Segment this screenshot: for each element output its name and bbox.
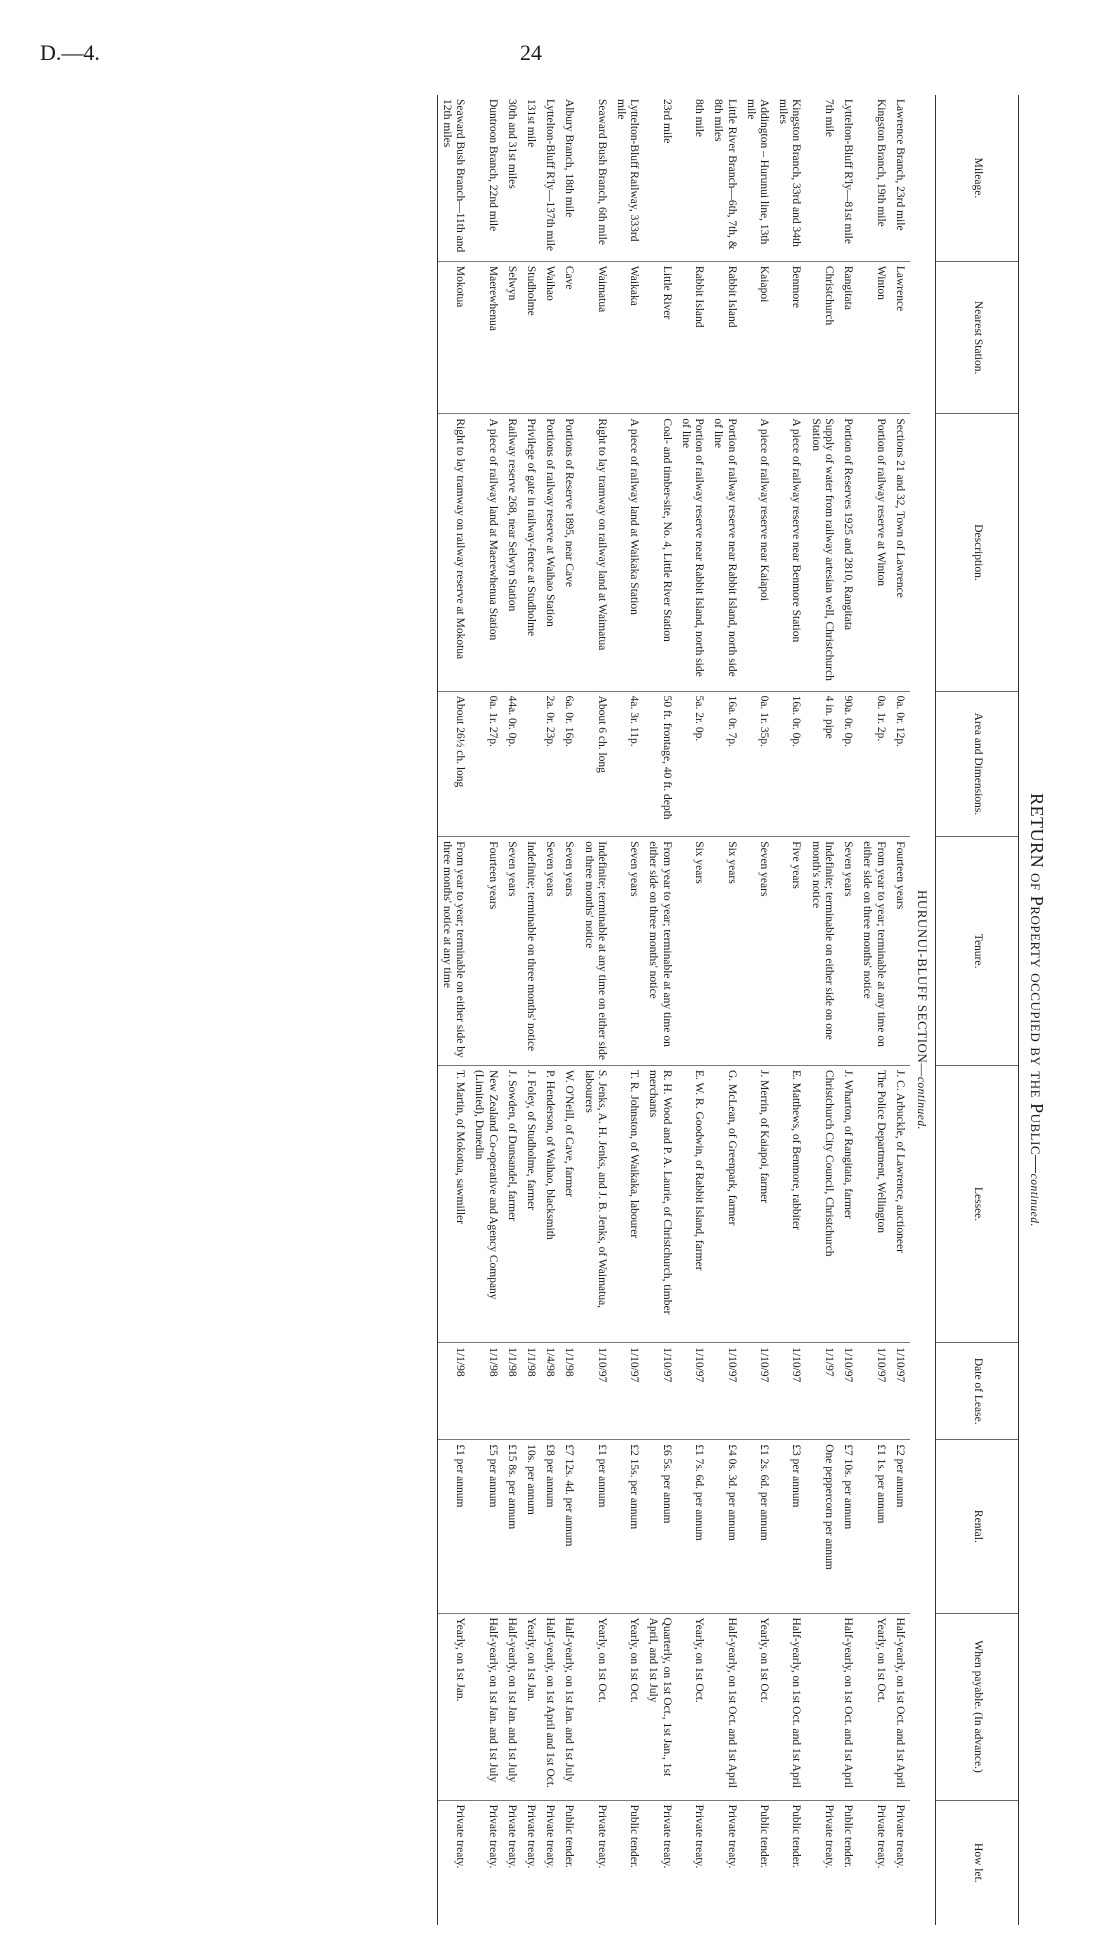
property-table xyxy=(437,95,1019,1925)
how-let-cell: Private treaty. xyxy=(644,1800,676,1925)
rental-cell: £5 per annum xyxy=(470,1440,502,1613)
table-row xyxy=(839,95,858,1925)
mileage-cell: 30th and 31st miles xyxy=(505,99,518,189)
station-cell: Waimatua xyxy=(579,261,611,414)
rental-cell: £2 15s. per annum xyxy=(612,1440,644,1613)
station-cell: Maerewhenua xyxy=(470,261,502,414)
how-let-cell: Private treaty. xyxy=(522,1800,541,1925)
tenure-cell: Seven years xyxy=(839,837,858,1066)
table-row xyxy=(541,95,560,1925)
description-cell: Portion of railway reserve at Winton xyxy=(858,414,890,691)
table-row xyxy=(503,95,522,1925)
table-row xyxy=(560,95,579,1925)
lessee-cell: J. Foley, of Studholme, farmer xyxy=(522,1065,541,1342)
payable-cell: Yearly, on 1st Jan. xyxy=(522,1613,541,1800)
description-cell: Right to lay tramway on railway land at Waimatua xyxy=(579,414,611,691)
mileage-cell: Lyttelton-Bluff R'ly—137th mile xyxy=(544,99,557,251)
mileage-cell: Seaward Bush Branch—11th and 12th miles xyxy=(437,95,470,261)
station-cell: Rangitata xyxy=(839,261,858,414)
description-cell: Railway reserve 268, near Selwyn Station xyxy=(503,414,522,691)
date-cell: 1/10/97 xyxy=(709,1343,741,1440)
mileage-cell: 131st mile xyxy=(524,99,537,148)
rental-cell: £15 8s. per annum xyxy=(503,1440,522,1613)
mileage-cell: Albury Branch, 18th mile xyxy=(563,99,576,218)
table-row xyxy=(677,95,709,1925)
payable-cell: Half-yearly, on 1st April and 1st Oct. xyxy=(541,1613,560,1800)
rental-cell: £1 per annum xyxy=(437,1440,470,1613)
date-cell: 1/1/98 xyxy=(437,1343,470,1440)
lessee-cell: E. Matthews, of Benmore, rabbiter xyxy=(774,1065,806,1342)
how-let-cell: Private treaty. xyxy=(891,1800,910,1925)
how-let-cell: Private treaty. xyxy=(437,1800,470,1925)
area-cell: 16a. 0r. 7p. xyxy=(709,691,741,837)
description-cell: Portion of Reserves 1925 and 2810, Rangitata xyxy=(839,414,858,691)
header-lessee: Lessee. xyxy=(936,1065,1019,1342)
tenure-cell: Fourteen years xyxy=(891,837,910,1066)
rental-cell: £7 12s. 4d. per annum xyxy=(560,1440,579,1613)
tenure-cell: Indefinite; terminable on either side on one month's notice xyxy=(806,837,838,1066)
station-cell: Studholme xyxy=(522,261,541,414)
mileage-cell: Kingston Branch, 33rd and 34th miles xyxy=(777,99,803,247)
header-nearest-station: Nearest Station. xyxy=(936,261,1019,414)
lessee-cell: G. McLean, of Greenpark, farmer xyxy=(709,1065,741,1342)
tenure-cell: From year to year; terminable at any time on either side on three months' notice xyxy=(858,837,890,1066)
area-cell: 6a. 0r. 16p. xyxy=(560,691,579,837)
station-cell: Little River xyxy=(644,261,676,414)
date-cell: 1/10/97 xyxy=(677,1343,709,1440)
tenure-cell: Indefinite; terminable at any time on either side on three months' notice xyxy=(579,837,611,1066)
header-mileage: Mileage. xyxy=(936,95,1019,261)
lessee-cell: T. Martin, of Mokotua, sawmiller xyxy=(437,1065,470,1342)
how-let-cell: Private treaty. xyxy=(709,1800,741,1925)
tenure-cell: Seven years xyxy=(541,837,560,1066)
description-cell: A piece of railway reserve near Benmore Station xyxy=(774,414,806,691)
tenure-cell: Six years xyxy=(709,837,741,1066)
station-cell: Cave xyxy=(560,261,579,414)
tenure-cell: Six years xyxy=(677,837,709,1066)
description-cell: A piece of railway land at Maerewhenua Station xyxy=(470,414,502,691)
description-cell: Portion of railway reserve near Rabbit Island, north side of line xyxy=(709,414,741,691)
area-cell: 0a. 0r. 12p. xyxy=(891,691,910,837)
date-cell: 1/1/97 xyxy=(806,1343,838,1440)
payable-cell: Half-yearly, on 1st Oct. and 1st April xyxy=(774,1613,806,1800)
how-let-cell: Public tender. xyxy=(612,1800,644,1925)
payable-cell: Half-yearly, on 1st Jan. and 1st July xyxy=(503,1613,522,1800)
section-heading-row xyxy=(910,95,936,1925)
mileage-cell: Lawrence Branch, 23rd mile xyxy=(893,99,906,231)
date-cell: 1/10/97 xyxy=(774,1343,806,1440)
payable-cell: Half-yearly, on 1st Oct. and 1st April xyxy=(839,1613,858,1800)
station-cell: Selwyn xyxy=(503,261,522,414)
rotated-return-table xyxy=(55,95,1055,1925)
how-let-cell: Private treaty. xyxy=(503,1800,522,1925)
mileage-cell: Lyttelton-Bluff Railway, 333rd mile xyxy=(615,99,641,242)
area-cell: 0a. 1r. 2p. xyxy=(858,691,890,837)
tenure-cell: Seven years xyxy=(742,837,774,1066)
table-row xyxy=(612,95,644,1925)
how-let-cell: Private treaty. xyxy=(677,1800,709,1925)
area-cell: 0a. 1r. 35p. xyxy=(742,691,774,837)
header-area: Area and Dimensions. xyxy=(936,691,1019,837)
description-cell: A piece of railway reserve near Kaiapoi xyxy=(742,414,774,691)
header-date-of-lease: Date of Lease. xyxy=(936,1343,1019,1440)
how-let-cell: Private treaty. xyxy=(858,1800,890,1925)
lessee-cell: P. Henderson, of Waihao, blacksmith xyxy=(541,1065,560,1342)
mileage-cell: 7th mile xyxy=(822,99,835,138)
page-number: 24 xyxy=(520,40,542,65)
how-let-cell: Public tender. xyxy=(742,1800,774,1925)
how-let-cell: Public tender. xyxy=(560,1800,579,1925)
tenure-cell: Fourteen years xyxy=(470,837,502,1066)
lessee-cell: T. R. Johnston, of Waikaka, labourer xyxy=(612,1065,644,1342)
date-cell: 1/10/97 xyxy=(579,1343,611,1440)
how-let-cell: Private treaty. xyxy=(470,1800,502,1925)
table-row xyxy=(709,95,741,1925)
area-cell: About 26½ ch. long xyxy=(437,691,470,837)
station-cell: Christchurch xyxy=(806,261,838,414)
payable-cell: Half-yearly, on 1st Oct. and 1st April xyxy=(709,1613,741,1800)
how-let-cell: Private treaty. xyxy=(541,1800,560,1925)
how-let-cell: Private treaty. xyxy=(806,1800,838,1925)
section-label: HURUNUI-BLUFF SECTION— xyxy=(915,889,930,1077)
payable-cell xyxy=(806,1613,838,1800)
rental-cell: £1 1s. per annum xyxy=(858,1440,890,1613)
payable-cell: Half-yearly, on 1st Oct. and 1st April xyxy=(891,1613,910,1800)
station-cell: Mokotua xyxy=(437,261,470,414)
date-cell: 1/1/98 xyxy=(470,1343,502,1440)
date-cell: 1/1/98 xyxy=(560,1343,579,1440)
tenure-cell: Seven years xyxy=(560,837,579,1066)
date-cell: 1/1/98 xyxy=(522,1343,541,1440)
table-row xyxy=(742,95,774,1925)
title-continued: continued. xyxy=(1028,1173,1040,1227)
description-cell: Right to lay tramway on railway reserve at Mokotua xyxy=(437,414,470,691)
how-let-cell: Public tender. xyxy=(774,1800,806,1925)
area-cell: 50 ft. frontage, 40 ft. depth xyxy=(644,691,676,837)
mileage-cell: Lyttelton-Bluff R'ly—81st mile xyxy=(842,99,855,244)
payable-cell: Yearly, on 1st Oct. xyxy=(677,1613,709,1800)
date-cell: 1/10/97 xyxy=(891,1343,910,1440)
area-cell: 4 in. pipe xyxy=(806,691,838,837)
date-cell: 1/4/98 xyxy=(541,1343,560,1440)
section-continued: continued. xyxy=(915,1076,927,1131)
date-cell: 1/1/98 xyxy=(503,1343,522,1440)
rental-cell: £6 5s. per annum xyxy=(644,1440,676,1613)
mileage-cell: Little River Branch—6th, 7th, & 8th miles xyxy=(712,99,738,250)
payable-cell: Half-yearly, on 1st Jan. and 1st July xyxy=(560,1613,579,1800)
area-cell: 90a. 0r. 0p. xyxy=(839,691,858,837)
area-cell: About 6 ch. long xyxy=(579,691,611,837)
lessee-cell: J. Wharton, of Rangitata, farmer xyxy=(839,1065,858,1342)
how-let-cell: Private treaty. xyxy=(579,1800,611,1925)
payable-cell: Yearly, on 1st Oct. xyxy=(742,1613,774,1800)
payable-cell: Yearly, on 1st Jan. xyxy=(437,1613,470,1800)
area-cell: 5a. 2r. 0p. xyxy=(677,691,709,837)
description-cell: Sections 21 and 32, Town of Lawrence xyxy=(891,414,910,691)
title-text: RETURN of Property occupied by the Public— xyxy=(1027,793,1047,1174)
mileage-cell: 8th mile xyxy=(693,99,706,138)
tenure-cell: Seven years xyxy=(503,837,522,1066)
lessee-cell: J. Merrin, of Kaiapoi, farmer xyxy=(742,1065,774,1342)
table-row xyxy=(774,95,806,1925)
lessee-cell: J. C. Arbuckle, of Lawrence, auctioneer xyxy=(891,1065,910,1342)
lessee-cell: W. O'Neill, of Cave, farmer xyxy=(560,1065,579,1342)
table-row xyxy=(522,95,541,1925)
table-row xyxy=(437,95,470,1925)
date-cell: 1/10/97 xyxy=(644,1343,676,1440)
lessee-cell: New Zealand Co-operative and Agency Company (Limited), Dunedin xyxy=(470,1065,502,1342)
date-cell: 1/10/97 xyxy=(858,1343,890,1440)
section-heading xyxy=(910,95,936,1925)
rental-cell: £2 per annum xyxy=(891,1440,910,1613)
lessee-cell: S. Jenks, A. H. Jenks, and J. B. Jenks, of Waimatua, labourers xyxy=(579,1065,611,1342)
description-cell: A piece of railway land at Waikaka Station xyxy=(612,414,644,691)
area-cell: 44a. 0r. 0p. xyxy=(503,691,522,837)
page-reference: D.—4. xyxy=(40,40,100,65)
station-cell: Waikaka xyxy=(612,261,644,414)
station-cell: Rabbit Island xyxy=(709,261,741,414)
station-cell: Lawrence xyxy=(891,261,910,414)
mileage-cell: Addington – Hurunui line, 13th mile xyxy=(744,99,771,245)
lessee-cell: The Police Department, Wellington xyxy=(858,1065,890,1342)
area-cell: 16a. 0r. 0p. xyxy=(774,691,806,837)
payable-cell: Quarterly, on 1st Oct., 1st Jan., 1st April, and 1st July xyxy=(644,1613,676,1800)
mileage-cell: Duntroon Branch, 22nd mile xyxy=(486,99,499,232)
station-cell: Benmore xyxy=(774,261,806,414)
mileage-cell: Kingston Branch, 19th mile xyxy=(874,99,887,227)
rental-cell: £7 10s. per annum xyxy=(839,1440,858,1613)
description-cell: Portions of Reserve 1895, near Cave xyxy=(560,414,579,691)
station-cell: Kaiapoi xyxy=(742,261,774,414)
station-cell: Winton xyxy=(858,261,890,414)
table-row xyxy=(858,95,890,1925)
mileage-cell: 23rd mile xyxy=(660,99,673,144)
payable-cell: Half-yearly, on 1st Jan. and 1st July xyxy=(470,1613,502,1800)
payable-cell: Yearly, on 1st Oct. xyxy=(858,1613,890,1800)
header-rental: Rental. xyxy=(936,1440,1019,1613)
description-cell: Portion of railway reserve near Rabbit Island, north side of line xyxy=(677,414,709,691)
header-row xyxy=(936,95,1019,1925)
area-cell: 0a. 1r. 27p. xyxy=(470,691,502,837)
area-cell xyxy=(522,691,541,837)
lessee-cell: J. Sowden, of Dunsandel, farmer xyxy=(503,1065,522,1342)
rental-cell: 10s. per annum xyxy=(522,1440,541,1613)
tenure-cell: From year to year; terminable at any time on either side on three months' notice xyxy=(644,837,676,1066)
header-how-let: How let. xyxy=(936,1800,1019,1925)
description-cell: Privilege of gate in railway-fence at Studholme xyxy=(522,414,541,691)
table-body xyxy=(437,95,935,1925)
date-cell: 1/10/97 xyxy=(612,1343,644,1440)
table-row xyxy=(579,95,611,1925)
rental-cell: £3 per annum xyxy=(774,1440,806,1613)
tenure-cell: Five years xyxy=(774,837,806,1066)
rental-cell: £1 per annum xyxy=(579,1440,611,1613)
station-cell: Waihao xyxy=(541,261,560,414)
date-cell: 1/10/97 xyxy=(839,1343,858,1440)
payable-cell: Yearly, on 1st Oct. xyxy=(612,1613,644,1800)
description-cell: Coal- and timber-site, No. 4, Little River Station xyxy=(644,414,676,691)
header-tenure: Tenure. xyxy=(936,837,1019,1066)
rental-cell: £4 0s. 3d. per annum xyxy=(709,1440,741,1613)
payable-cell: Yearly, on 1st Oct. xyxy=(579,1613,611,1800)
area-cell: 4a. 3r. 11p. xyxy=(612,691,644,837)
table-row xyxy=(644,95,676,1925)
tenure-cell: From year to year; terminable on either side by three months' notice at any time xyxy=(437,837,470,1066)
table-row xyxy=(891,95,910,1925)
header-description: Description. xyxy=(936,414,1019,691)
description-cell: Supply of water from railway artesian well, Christchurch Station xyxy=(806,414,838,691)
tenure-cell: Seven years xyxy=(612,837,644,1066)
page-title xyxy=(1019,95,1055,1925)
tenure-cell: Indefinite; terminable on three months' notice xyxy=(522,837,541,1066)
table-row xyxy=(470,95,502,1925)
how-let-cell: Public tender. xyxy=(839,1800,858,1925)
description-cell: Portions of railway reserve at Waihao Station xyxy=(541,414,560,691)
rental-cell: One peppercorn per annum xyxy=(806,1440,838,1613)
lessee-cell: E. W. R. Goodwin, of Rabbit Island, farmer xyxy=(677,1065,709,1342)
date-cell: 1/10/97 xyxy=(742,1343,774,1440)
station-cell: Rabbit Island xyxy=(677,261,709,414)
rental-cell: £1 2s. 6d. per annum xyxy=(742,1440,774,1613)
area-cell: 2a. 0r. 23p. xyxy=(541,691,560,837)
lessee-cell: R. H. Wood and P. A. Laurie, of Christchurch, timber merchants xyxy=(644,1065,676,1342)
mileage-cell: Seaward Bush Branch, 6th mile xyxy=(595,99,608,245)
lessee-cell: Christchurch City Council, Christchurch xyxy=(806,1065,838,1342)
rental-cell: £1 7s. 6d. per annum xyxy=(677,1440,709,1613)
rental-cell: £8 per annum xyxy=(541,1440,560,1613)
header-when-payable: When payable. (In advance.) xyxy=(936,1613,1019,1800)
table-row xyxy=(806,95,838,1925)
